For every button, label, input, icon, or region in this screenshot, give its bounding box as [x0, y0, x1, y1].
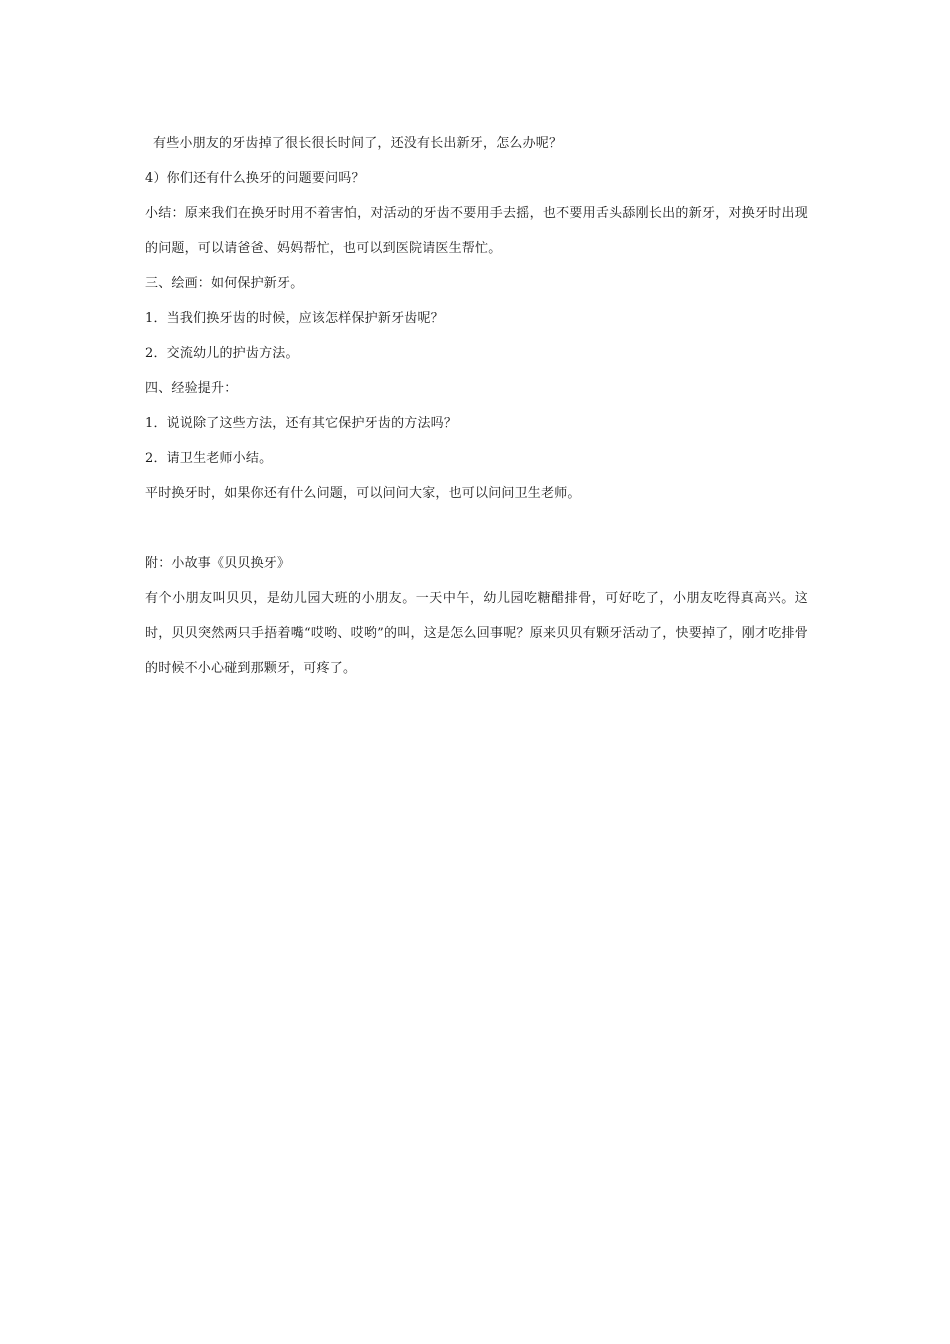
- list-item-share-methods: 2．交流幼儿的护齿方法。: [145, 346, 299, 361]
- paragraph-closing-note: 平时换牙时，如果你还有什么问题，可以问问大家，也可以问问卫生老师。: [145, 486, 581, 501]
- section-heading-experience: 四、经验提升：: [145, 381, 238, 396]
- story-paragraph: 有个小朋友叫贝贝，是幼儿园大班的小朋友。一天中午，幼儿园吃糖醋排骨，可好吃了，小朋友吃得真高兴。这时，贝贝突然两只手捂着嘴“哎哟、哎哟”的叫，这是怎么回事呢？原来贝贝有颗牙活动了，快要掉了，刚才吃排骨的时候不小心碰到那颗牙，可疼了。: [145, 591, 808, 676]
- list-item-other-methods: 1．说说除了这些方法，还有其它保护牙齿的方法吗？: [145, 416, 458, 431]
- paragraph-question-4: 4）你们还有什么换牙的问题要问吗？: [145, 171, 365, 186]
- appendix-title: 附：小故事《贝贝换牙》: [145, 556, 291, 571]
- blank-line: [145, 511, 808, 546]
- list-item-teacher-summary: 2．请卫生老师小结。: [145, 451, 273, 466]
- list-item-protect-new-teeth: 1．当我们换牙齿的时候，应该怎样保护新牙齿呢？: [145, 311, 444, 326]
- section-heading-drawing: 三、绘画：如何保护新牙。: [145, 276, 304, 291]
- document-body: [145, 126, 808, 686]
- paragraph-question-no-new-teeth: 有些小朋友的牙齿掉了很长很长时间了，还没有长出新牙，怎么办呢？: [153, 136, 563, 151]
- paragraph-summary: 小结：原来我们在换牙时用不着害怕，对活动的牙齿不要用手去摇，也不要用舌头舔刚长出的新牙，对换牙时出现的问题，可以请爸爸、妈妈帮忙，也可以到医院请医生帮忙。: [145, 206, 808, 256]
